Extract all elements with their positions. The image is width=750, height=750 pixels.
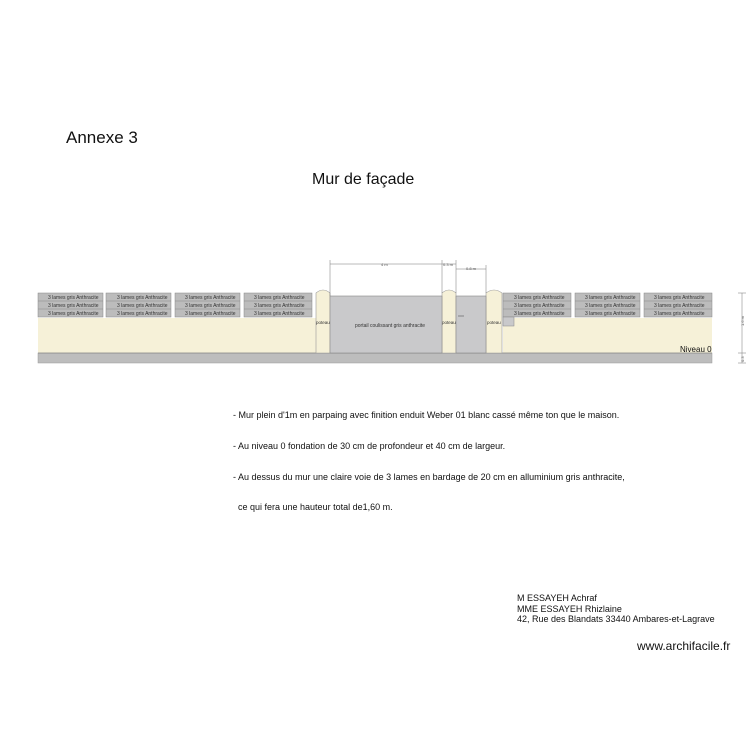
dim-door-label: 0.8 m	[466, 266, 477, 271]
construction-notes	[233, 390, 625, 523]
owner-line-1: M ESSAYEH Achraf	[517, 593, 597, 603]
site-url-link[interactable]: www.archifacile.fr	[637, 639, 731, 653]
owner-line-2: MME ESSAYEH Rhizlaine	[517, 603, 622, 614]
slat-label: 3 lames gris Anthracite	[654, 295, 705, 301]
slat-label: 3 lames gris Anthracite	[185, 295, 236, 301]
slat-label: 3 lames gris Anthracite	[585, 311, 636, 317]
slat-label: 3 lames gris Anthracite	[185, 303, 236, 309]
slat-label: 3 lames gris Anthracite	[254, 311, 305, 317]
slat-label: 3 lames gris Anthracite	[585, 295, 636, 301]
owner-address: 42, Rue des Blandats 33440 Ambares-et-Lagrave	[517, 614, 715, 624]
slat-label: 3 lames gris Anthracite	[48, 295, 99, 301]
slat-label: 3 lames gris Anthracite	[117, 295, 168, 301]
slat-label: 3 lames gris Anthracite	[514, 295, 565, 301]
slat-label: 3 lames gris Anthracite	[48, 311, 99, 317]
slat-label: 3 lames gris Anthracite	[585, 303, 636, 309]
dim-foundation-label: 0.3	[740, 356, 745, 362]
drawing-title: Mur de façade	[312, 171, 415, 188]
level-label: Niveau 0	[680, 345, 712, 354]
dim-gate-label: 4 m	[381, 262, 388, 267]
post-label: poteau	[316, 320, 330, 325]
dim-post-label: 0.3 m	[443, 262, 454, 267]
note-line: - Mur plein d'1m en parpaing avec finition enduit Weber 01 blanc cassé même ton que le maison.	[233, 410, 620, 421]
post-label: poteau	[487, 320, 501, 325]
dim-height-label: 1.6 m	[740, 315, 745, 326]
note-line: ce qui fera une hauteur total de1,60 m.	[233, 502, 393, 513]
left-wall	[38, 318, 316, 353]
pedestrian-door	[456, 296, 486, 353]
slat-label: 3 lames gris Anthracite	[654, 303, 705, 309]
slat-label: 3 lames gris Anthracite	[514, 311, 565, 317]
step-block	[503, 317, 514, 326]
ground-strip	[38, 353, 712, 363]
note-line: - Au niveau 0 fondation de 30 cm de profondeur et 40 cm de largeur.	[233, 441, 506, 452]
slat-label: 3 lames gris Anthracite	[117, 303, 168, 309]
slat-label: 3 lames gris Anthracite	[48, 303, 99, 309]
owner-block	[517, 593, 715, 625]
slat-label: 3 lames gris Anthracite	[254, 295, 305, 301]
slat-label: 3 lames gris Anthracite	[185, 311, 236, 317]
annex-title: Annexe 3	[66, 128, 138, 147]
note-line: - Au dessus du mur une claire voie de 3 lames en bardage de 20 cm en alluminium gris anthracite,	[233, 471, 625, 482]
slat-label: 3 lames gris Anthracite	[117, 311, 168, 317]
post-label: poteau	[442, 320, 456, 325]
slat-label: 3 lames gris Anthracite	[254, 303, 305, 309]
gate-label: portail coulissant gris anthracite	[355, 323, 426, 329]
slat-label: 3 lames gris Anthracite	[514, 303, 565, 309]
slat-label: 3 lames gris Anthracite	[654, 311, 705, 317]
